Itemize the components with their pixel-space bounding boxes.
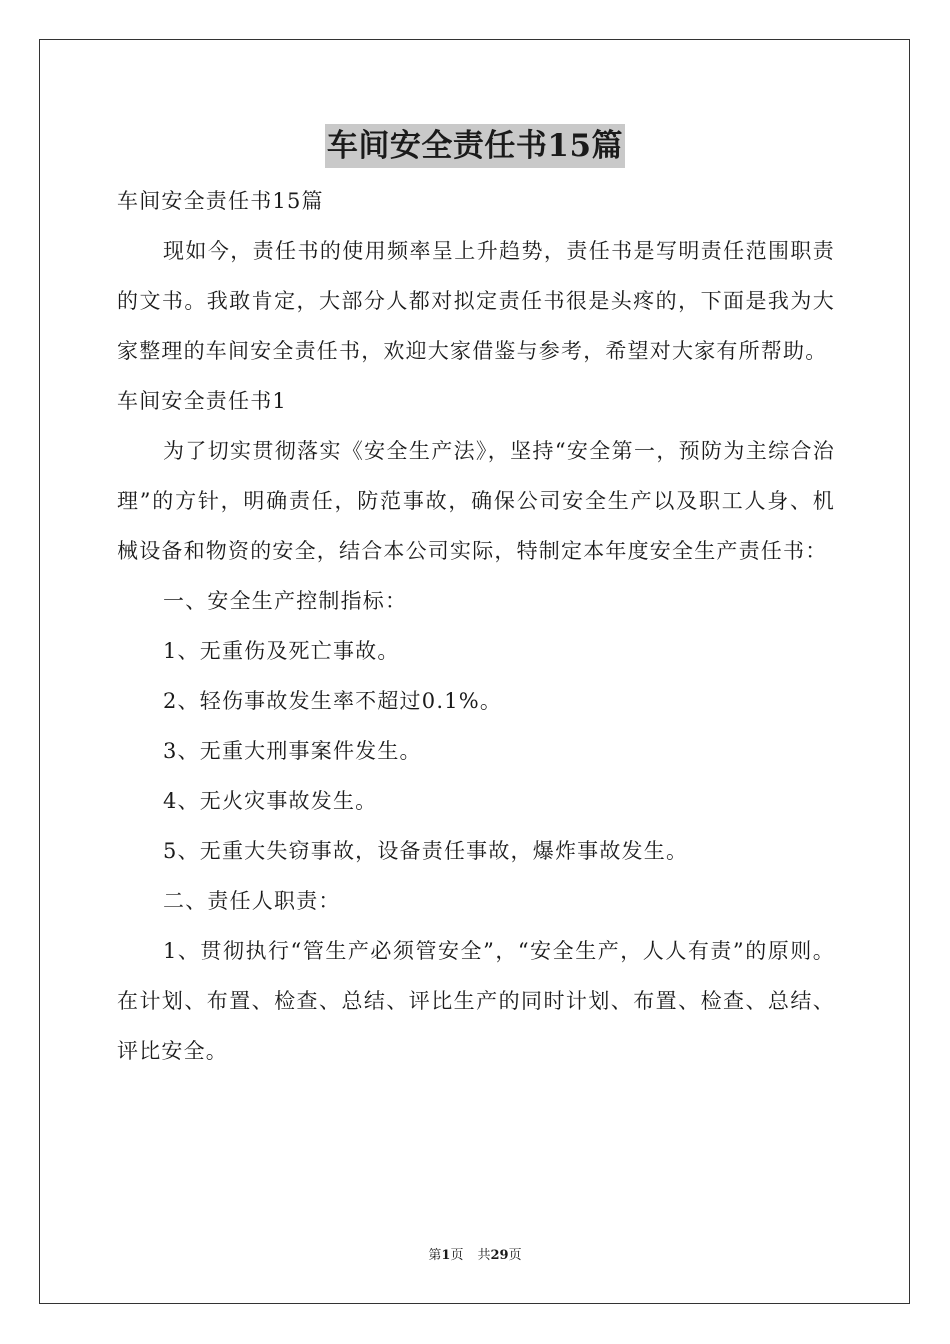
- footer-total-suffix: 页: [508, 1248, 522, 1263]
- footer-total-prefix: 共: [477, 1248, 491, 1263]
- list-item: 5、无重大失窃事故，设备责任事故，爆炸事故发生。: [163, 839, 689, 863]
- paragraph-purpose: 为了切实贯彻落实《安全生产法》，坚持“安全第一，预防为主综合治理”的方针，明确责任，防范事故，确保公司安全生产以及职工人身、机械设备和物资的安全，结合本公司实际，特制定本年度安全生产责任书：: [117, 439, 835, 563]
- page-footer: [0, 1246, 950, 1266]
- footer-page-suffix: 页: [450, 1248, 464, 1263]
- paragraph-section-heading: 车间安全责任书1: [117, 389, 287, 413]
- paragraph-intro: 现如今，责任书的使用频率呈上升趋势，责任书是写明责任范围职责的文书。我敢肯定，大部分人都对拟定责任书很是头疼的，下面是我为大家整理的车间安全责任书，欢迎大家借鉴与参考，希望对大家有所帮助。: [117, 239, 835, 363]
- list-item: 3、无重大刑事案件发生。: [163, 739, 422, 763]
- list-item: 1、无重伤及死亡事故。: [163, 639, 400, 663]
- list-item: 1、贯彻执行“管生产必须管安全”，“安全生产，人人有责”的原则。在计划、布置、检查、总结、评比生产的同时计划、布置、检查、总结、评比安全。: [117, 939, 835, 1063]
- title-container: [0, 124, 950, 168]
- paragraph-control-indicators-heading: 一、安全生产控制指标：: [163, 589, 408, 613]
- paragraph-subtitle: 车间安全责任书15篇: [117, 189, 324, 213]
- document-title: 车间安全责任书15篇: [325, 124, 625, 168]
- document-body: [117, 176, 835, 1076]
- footer-total-pages: 29: [490, 1248, 509, 1263]
- list-item: 2、轻伤事故发生率不超过0.1%。: [163, 689, 503, 713]
- footer-page-number: 1: [441, 1248, 451, 1263]
- footer-page-prefix: 第: [428, 1248, 442, 1263]
- paragraph-responsibilities-heading: 二、责任人职责：: [163, 889, 341, 913]
- list-item: 4、无火灾事故发生。: [163, 789, 378, 813]
